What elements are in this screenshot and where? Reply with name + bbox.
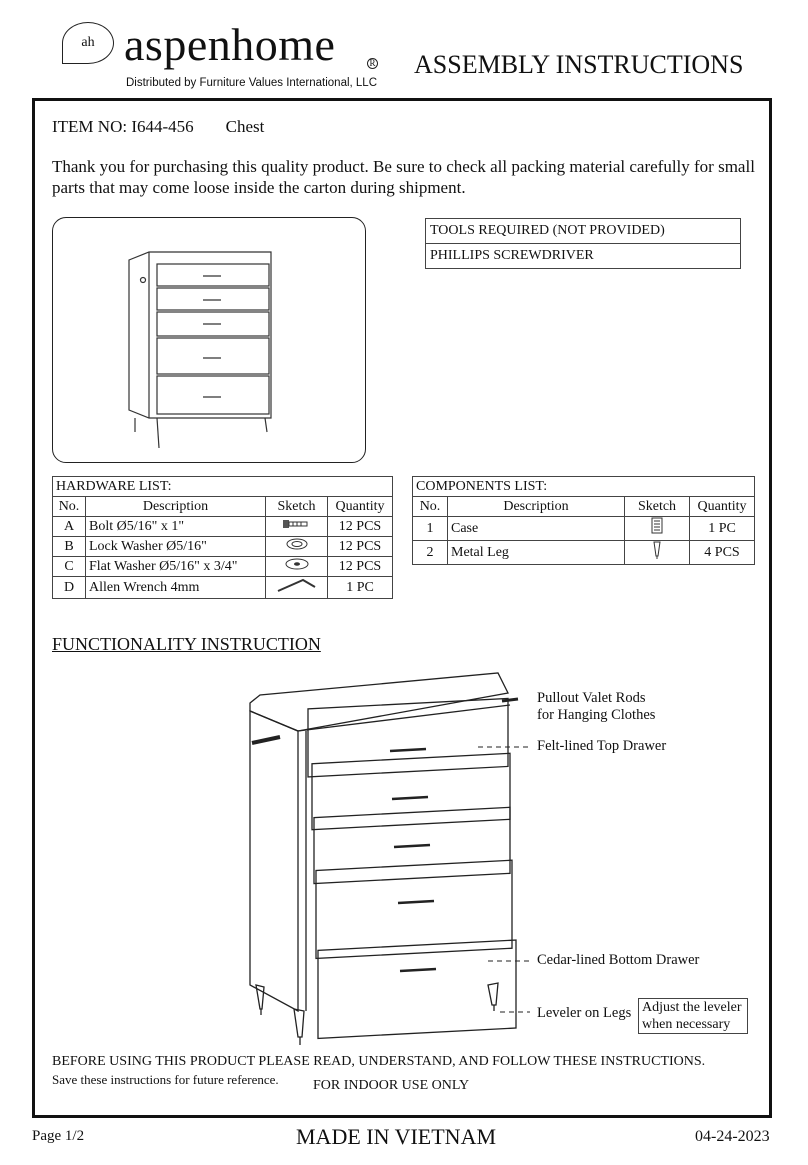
hw-qty: 1 PC — [328, 577, 393, 599]
hw-col-no: No. — [53, 497, 86, 517]
comp-desc: Metal Leg — [448, 541, 625, 565]
logo-mark: ah — [62, 22, 114, 64]
registered-mark: R — [367, 58, 378, 69]
item-line — [52, 117, 264, 137]
table-row — [413, 517, 755, 541]
components-table — [412, 476, 755, 565]
tools-header: TOOLS REQUIRED (NOT PROVIDED) — [426, 219, 741, 244]
lock-washer-icon — [266, 537, 328, 557]
table-row — [413, 541, 755, 565]
hw-desc: Bolt Ø5/16" x 1" — [86, 517, 266, 537]
bolt-icon — [266, 517, 328, 537]
item-name: Chest — [225, 117, 265, 136]
table-row — [53, 557, 393, 577]
comp-qty: 4 PCS — [690, 541, 755, 565]
table-row — [53, 537, 393, 557]
callout-adjust-box — [638, 998, 748, 1034]
brand-logo: aspenhome — [124, 19, 336, 70]
distributor-line: Distributed by Furniture Values International, LLC — [126, 77, 378, 89]
hardware-caption: HARDWARE LIST: — [53, 477, 393, 497]
hw-qty: 12 PCS — [328, 537, 393, 557]
tool-item: PHILLIPS SCREWDRIVER — [426, 244, 741, 269]
product-illustration — [52, 217, 366, 463]
hw-col-sketch: Sketch — [266, 497, 328, 517]
document-title: ASSEMBLY INSTRUCTIONS — [414, 50, 744, 79]
page-number: Page 1/2 — [32, 1128, 85, 1144]
tools-table — [425, 218, 741, 269]
callout-valet-rods — [537, 690, 655, 724]
warning-text: BEFORE USING THIS PRODUCT PLEASE READ, UNDERSTAND, AND FOLLOW THESE INSTRUCTIONS. — [52, 1054, 706, 1069]
table-row — [53, 517, 393, 537]
adjust-line1: Adjust the leveler — [642, 1000, 742, 1015]
hw-no: C — [53, 557, 86, 577]
allen-wrench-icon — [266, 577, 328, 599]
hw-desc: Allen Wrench 4mm — [86, 577, 266, 599]
indoor-use-text: FOR INDOOR USE ONLY — [313, 1078, 470, 1093]
hw-no: D — [53, 577, 86, 599]
hw-no: A — [53, 517, 86, 537]
table-row — [53, 577, 393, 599]
functionality-diagram — [230, 665, 530, 1050]
hw-desc: Lock Washer Ø5/16" — [86, 537, 266, 557]
comp-no: 1 — [413, 517, 448, 541]
comp-qty: 1 PC — [690, 517, 755, 541]
metal-leg-icon — [625, 541, 690, 565]
save-instructions-text: Save these instructions for future reference. — [52, 1072, 279, 1087]
adjust-line2: when necessary — [642, 1017, 731, 1032]
flat-washer-icon — [266, 557, 328, 577]
document-date: 04-24-2023 — [695, 1128, 770, 1145]
hw-col-quantity: Quantity — [328, 497, 393, 517]
comp-col-quantity: Quantity — [690, 497, 755, 517]
callout-valet-line2: for Hanging Clothes — [537, 707, 656, 723]
callout-bottom-drawer: Cedar-lined Bottom Drawer — [537, 952, 700, 968]
hw-qty: 12 PCS — [328, 557, 393, 577]
comp-desc: Case — [448, 517, 625, 541]
functionality-title: FUNCTIONALITY INSTRUCTION — [52, 634, 321, 654]
hardware-table — [52, 476, 393, 599]
made-in-text: MADE IN VIETNAM — [296, 1124, 497, 1149]
item-number: ITEM NO: I644-456 — [52, 117, 194, 136]
case-icon — [625, 517, 690, 541]
intro-paragraph: Thank you for purchasing this quality product. Be sure to check all packing material carefully for small parts that may come loose inside the carton during shipment. — [52, 157, 755, 197]
callout-leveler: Leveler on Legs — [537, 1005, 632, 1021]
hw-desc: Flat Washer Ø5/16" x 3/4" — [86, 557, 266, 577]
components-caption: COMPONENTS LIST: — [413, 477, 755, 497]
comp-col-no: No. — [413, 497, 448, 517]
hw-no: B — [53, 537, 86, 557]
callout-valet-line1: Pullout Valet Rods — [537, 690, 646, 706]
hw-col-description: Description — [86, 497, 266, 517]
comp-no: 2 — [413, 541, 448, 565]
hw-qty: 12 PCS — [328, 517, 393, 537]
comp-col-description: Description — [448, 497, 625, 517]
callout-top-drawer: Felt-lined Top Drawer — [537, 738, 667, 754]
comp-col-sketch: Sketch — [625, 497, 690, 517]
chest-drawing — [53, 218, 367, 464]
